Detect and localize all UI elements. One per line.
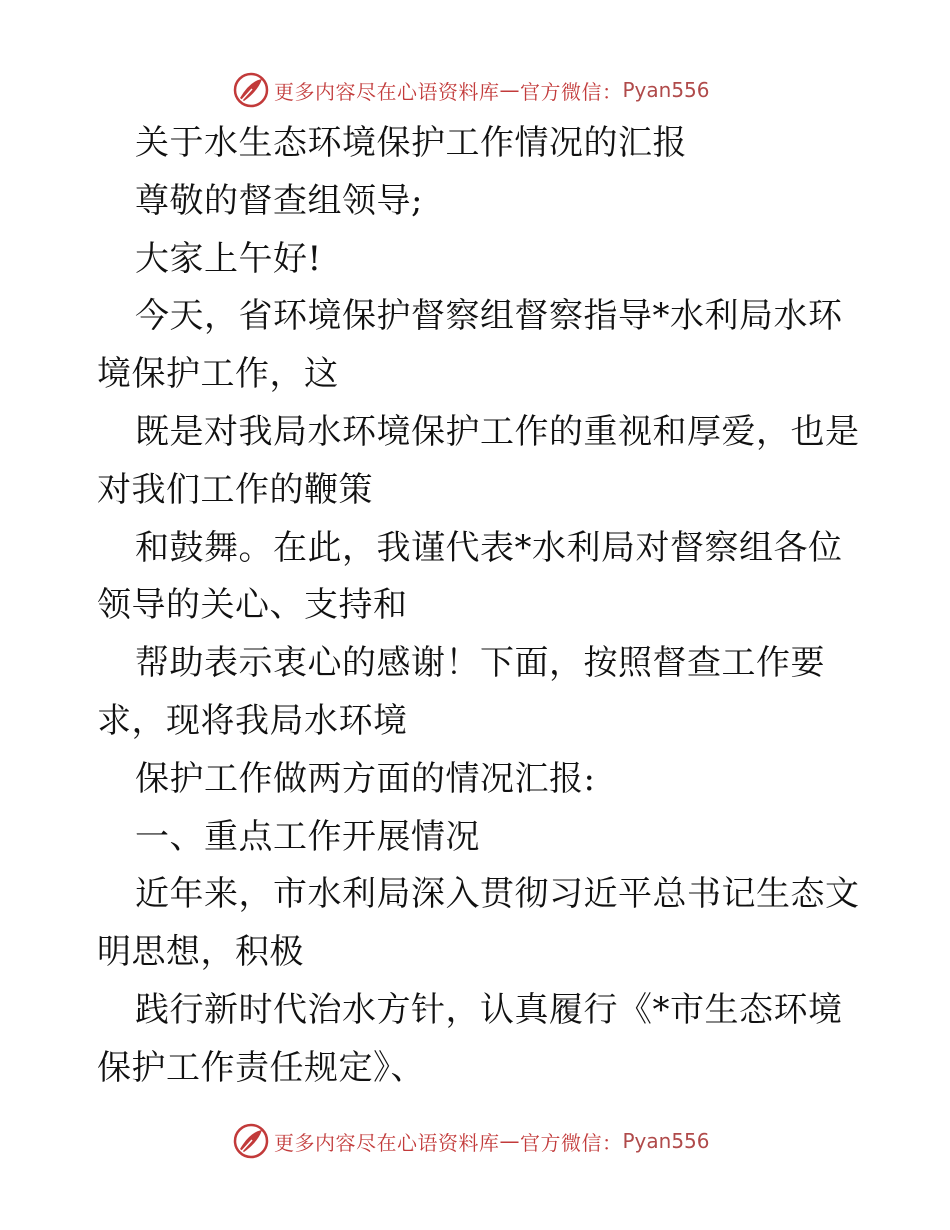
document-line: 求，现将我局水环境 bbox=[97, 700, 408, 741]
pen-nib-logo-icon bbox=[232, 71, 270, 109]
document-line: 一、重点工作开展情况 bbox=[135, 816, 480, 857]
header-watermark bbox=[232, 70, 710, 110]
document-line: 保护工作做两方面的情况汇报: bbox=[135, 758, 596, 799]
watermark-text: 更多内容尽在心语资料库 bbox=[274, 1130, 500, 1155]
document-line: 大家上午好! bbox=[135, 238, 322, 279]
document-line: 今天，省环境保护督察组督察指导*水利局水环 bbox=[135, 296, 843, 337]
watermark-dash: — bbox=[499, 1129, 520, 1153]
watermark-wechat-label: 官方微信： bbox=[520, 79, 623, 104]
footer-watermark bbox=[232, 1121, 710, 1161]
document-line: 关于水生态环境保护工作情况的汇报 bbox=[135, 123, 687, 163]
document-line: 尊敬的督查组领导; bbox=[135, 180, 423, 221]
document-line: 帮助表示衷心的感谢！下面，按照督查工作要 bbox=[135, 643, 825, 684]
document-line: 明思想，积极 bbox=[97, 932, 304, 973]
document-line: 领导的关心、支持和 bbox=[97, 585, 408, 626]
document-line: 近年来，市水利局深入贯彻习近平总书记生态文 bbox=[135, 874, 860, 915]
watermark-wechat-label: 官方微信： bbox=[520, 1130, 623, 1155]
document-line: 境保护工作，这 bbox=[97, 354, 339, 395]
document-line: 既是对我局水环境保护工作的重视和厚爱，也是 bbox=[135, 411, 860, 452]
document-line: 保护工作责任规定》、 bbox=[97, 1047, 425, 1088]
document-line: 践行新时代治水方针，认真履行《*市生态环境 bbox=[135, 989, 843, 1030]
watermark-wechat-id: Pyan556 bbox=[622, 1129, 710, 1153]
document-line: 和鼓舞。在此，我谨代表*水利局对督察组各位 bbox=[135, 527, 843, 568]
document-body bbox=[97, 115, 867, 1098]
watermark-wechat-id: Pyan556 bbox=[622, 78, 710, 102]
document-line: 对我们工作的鞭策 bbox=[97, 469, 373, 510]
watermark-text: 更多内容尽在心语资料库 bbox=[274, 79, 500, 104]
pen-nib-logo-icon bbox=[232, 1122, 270, 1160]
watermark-dash: — bbox=[499, 78, 520, 102]
